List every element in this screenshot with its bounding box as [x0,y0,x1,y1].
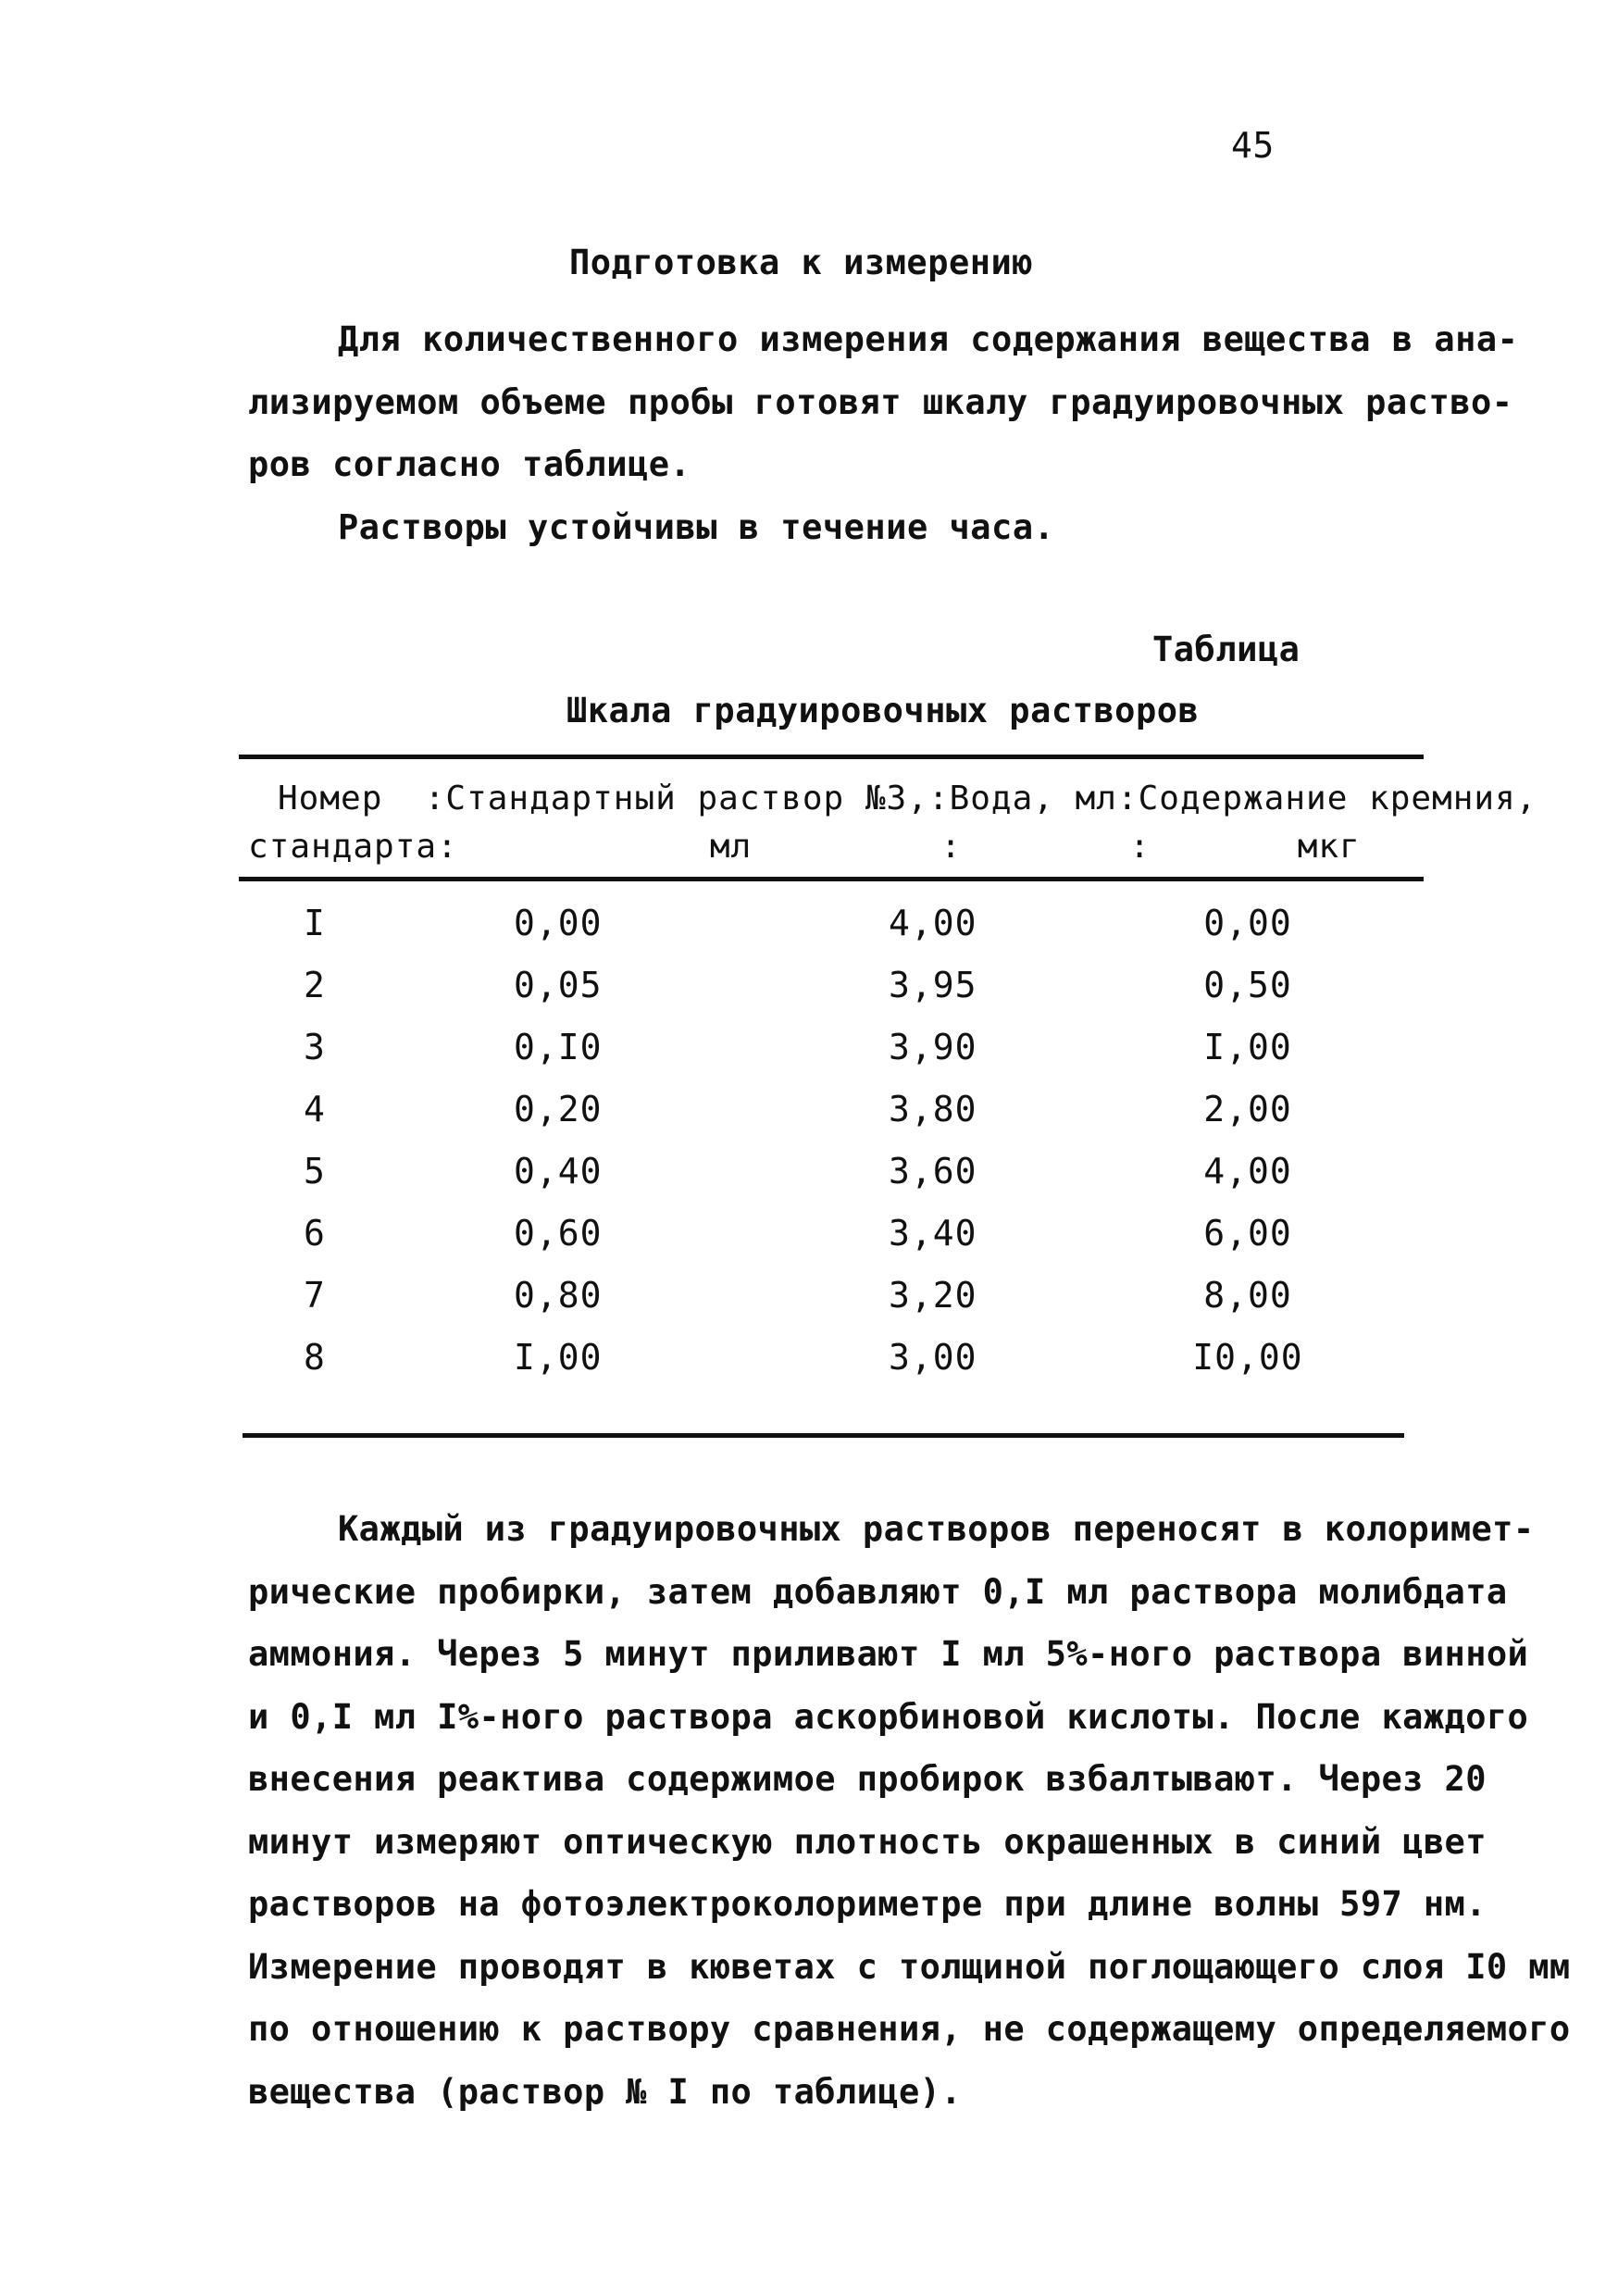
cell-silicon-content: 2,00 [1203,1089,1292,1129]
cell-number: 3 [304,1027,326,1067]
procedure-line: Каждый из градуировочных растворов переносят в колоримет- [338,1509,1535,1549]
cell-silicon-content: 8,00 [1203,1275,1292,1316]
cell-standard-solution: 0,20 [514,1089,603,1129]
cell-silicon-content: 6,00 [1203,1213,1292,1254]
procedure-line: рические пробирки, затем добавляют 0,I мл раствора молибдата [248,1571,1508,1612]
cell-number: 6 [304,1213,326,1254]
intro-line-2: лизируемом объеме пробы готовят шкалу градуировочных раство- [248,382,1513,422]
procedure-line: растворов на фотоэлектроколориметре при длине волны 597 нм. [248,1884,1487,1924]
cell-water: 3,90 [889,1027,977,1067]
procedure-line: аммония. Через 5 минут приливают I мл 5%-ного раствора винной [248,1634,1529,1674]
cell-standard-solution: 0,I0 [514,1027,603,1067]
procedure-line: внесения реактива содержимое пробирок взбалтывают. Через 20 [248,1759,1487,1799]
procedure-line: минут измеряют оптическую плотность окрашенных в синий цвет [248,1821,1487,1862]
cell-standard-solution: I,00 [514,1337,603,1378]
table-title: Шкала градуировочных растворов [566,691,1200,730]
procedure-line: Измерение проводят в кюветах с толщиной поглощающего слоя I0 мм [248,1946,1571,1987]
cell-number: 5 [304,1151,326,1192]
table-bottom-rule [243,1433,1404,1438]
cell-silicon-content: I,00 [1203,1027,1292,1067]
procedure-line: и 0,I мл I%-ного раствора аскорбиновой кислоты. После каждого [248,1696,1529,1737]
section-title: Подготовка к измерению [569,243,1034,282]
table-header-rule [239,877,1424,881]
table-label: Таблица [1152,630,1301,669]
cell-number: 2 [304,965,326,1005]
cell-standard-solution: 0,60 [514,1213,603,1254]
cell-water: 4,00 [889,903,977,943]
cell-water: 3,60 [889,1151,977,1192]
cell-water: 3,00 [889,1337,977,1378]
cell-number: I [304,903,326,943]
page-number: 45 [1231,125,1275,166]
cell-standard-solution: 0,80 [514,1275,603,1316]
cell-silicon-content: 0,00 [1203,903,1292,943]
cell-standard-solution: 0,05 [514,965,603,1005]
cell-standard-solution: 0,40 [514,1151,603,1192]
cell-water: 3,95 [889,965,977,1005]
cell-silicon-content: 4,00 [1203,1151,1292,1192]
cell-number: 8 [304,1337,326,1378]
table-header-line-2: стандарта: мл : : мкг [248,828,1361,866]
table-header-line-1: Номер :Стандартный раствор №3,:Вода, мл:Содержание кремния, [278,780,1537,817]
cell-number: 7 [304,1275,326,1316]
cell-silicon-content: 0,50 [1203,965,1292,1005]
cell-number: 4 [304,1089,326,1129]
cell-water: 3,80 [889,1089,977,1129]
intro-line-3: ров согласно таблице. [248,444,691,484]
intro-line-1: Для количественного измерения содержания вещества в ана- [338,319,1519,359]
stability-note: Растворы устойчивы в течение часа. [338,507,1055,547]
cell-water: 3,40 [889,1213,977,1254]
cell-silicon-content: I0,00 [1192,1337,1303,1378]
procedure-line: вещества (раствор № I по таблице). [248,2071,962,2112]
table-top-rule [239,755,1424,759]
cell-standard-solution: 0,00 [514,903,603,943]
cell-water: 3,20 [889,1275,977,1316]
procedure-line: по отношению к раствору сравнения, не содержащему определяемого [248,2009,1571,2049]
